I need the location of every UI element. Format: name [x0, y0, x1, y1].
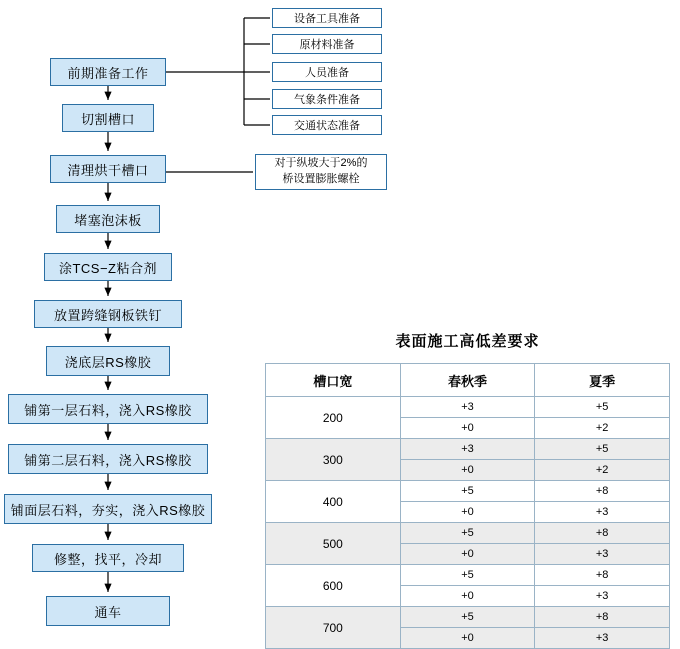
flow-node-foam-board[interactable]: 堵塞泡沫板	[56, 205, 160, 233]
table-row	[266, 397, 670, 418]
cell-summer-lower: +3	[535, 628, 670, 649]
cell-spring-autumn-upper: +5	[400, 523, 535, 544]
cell-summer-lower: +2	[535, 418, 670, 439]
cell-summer-upper: +8	[535, 565, 670, 586]
cell-summer-lower: +2	[535, 460, 670, 481]
table-header-groove-width: 槽口宽	[266, 364, 401, 397]
cell-spring-autumn-lower: +0	[400, 628, 535, 649]
note-line-2: 桥设置膨胀螺栓	[282, 173, 360, 185]
cell-category: 300	[266, 439, 401, 481]
table-row	[266, 439, 670, 460]
cell-spring-autumn-lower: +0	[400, 586, 535, 607]
flow-node-place-steel-plate[interactable]: 放置跨缝钢板铁钉	[34, 300, 182, 328]
flowchart	[0, 0, 250, 638]
table-header-summer: 夏季	[535, 364, 670, 397]
flow-node-open-traffic[interactable]: 通车	[46, 596, 170, 626]
side-item-traffic-status[interactable]: 交通状态准备	[272, 115, 382, 135]
note-expansion-bolt	[255, 154, 387, 190]
cell-spring-autumn-lower: +0	[400, 460, 535, 481]
cell-summer-lower: +3	[535, 502, 670, 523]
cell-spring-autumn-upper: +3	[400, 397, 535, 418]
cell-category: 400	[266, 481, 401, 523]
side-item-personnel[interactable]: 人员准备	[272, 62, 382, 82]
cell-category: 700	[266, 607, 401, 649]
cell-summer-upper: +5	[535, 397, 670, 418]
flow-node-apply-adhesive[interactable]: 涂TCS−Z粘合剂	[44, 253, 172, 281]
cell-spring-autumn-upper: +5	[400, 565, 535, 586]
table-title: 表面施工高低差要求	[395, 333, 540, 350]
cell-spring-autumn-lower: +0	[400, 544, 535, 565]
side-item-raw-materials[interactable]: 原材料准备	[272, 34, 382, 54]
note-line-1: 对于纵坡大于2%的	[274, 157, 368, 170]
side-item-equipment-tools[interactable]: 设备工具准备	[272, 8, 382, 28]
flow-node-second-aggregate-layer[interactable]: 铺第二层石料，浇入RS橡胶	[8, 444, 208, 474]
spec-table	[265, 363, 670, 649]
cell-spring-autumn-lower: +0	[400, 502, 535, 523]
cell-category: 600	[266, 565, 401, 607]
cell-summer-lower: +3	[535, 544, 670, 565]
side-item-weather-conditions[interactable]: 气象条件准备	[272, 89, 382, 109]
table-row	[266, 607, 670, 628]
cell-summer-upper: +8	[535, 607, 670, 628]
flow-node-clean-dry-groove[interactable]: 清理烘干槽口	[50, 155, 166, 183]
flow-node-preparation[interactable]: 前期准备工作	[50, 58, 166, 86]
cell-category: 500	[266, 523, 401, 565]
cell-summer-upper: +8	[535, 523, 670, 544]
flow-node-surface-aggregate-layer[interactable]: 铺面层石料，夯实，浇入RS橡胶	[4, 494, 212, 524]
flow-node-pour-base-rubber[interactable]: 浇底层RS橡胶	[46, 346, 170, 376]
cell-spring-autumn-lower: +0	[400, 418, 535, 439]
table-row	[266, 565, 670, 586]
flow-node-first-aggregate-layer[interactable]: 铺第一层石料，浇入RS橡胶	[8, 394, 208, 424]
table-header-row	[266, 364, 670, 397]
table-row	[266, 523, 670, 544]
table-row	[266, 481, 670, 502]
cell-spring-autumn-upper: +3	[400, 439, 535, 460]
cell-summer-upper: +8	[535, 481, 670, 502]
cell-spring-autumn-upper: +5	[400, 481, 535, 502]
cell-summer-upper: +5	[535, 439, 670, 460]
spec-table-area	[265, 330, 670, 649]
cell-spring-autumn-upper: +5	[400, 607, 535, 628]
cell-category: 200	[266, 397, 401, 439]
cell-summer-lower: +3	[535, 586, 670, 607]
table-header-spring-autumn: 春秋季	[400, 364, 535, 397]
flow-node-trim-level-cool[interactable]: 修整，找平，冷却	[32, 544, 184, 572]
flow-node-cut-groove[interactable]: 切割槽口	[62, 104, 154, 132]
